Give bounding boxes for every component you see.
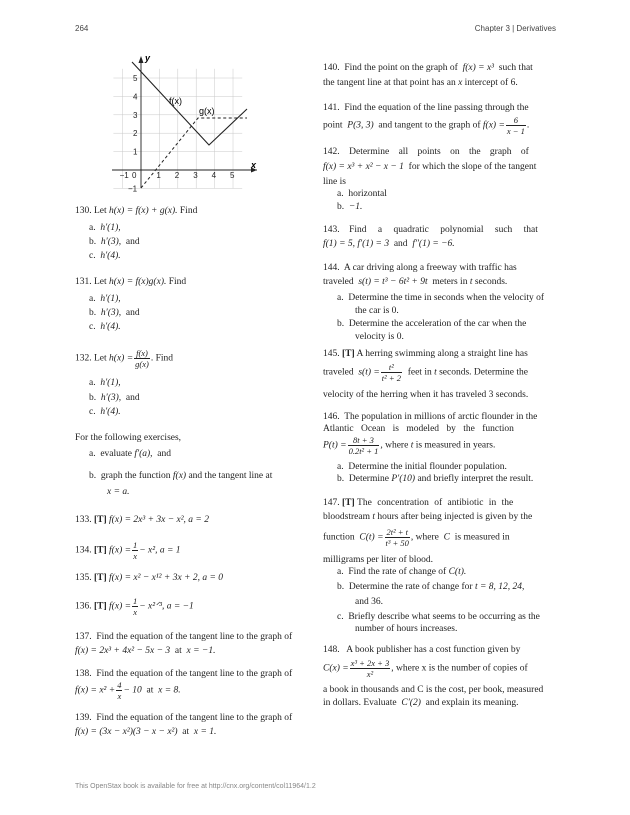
y-tick-label: 1 <box>133 147 138 157</box>
left-column: 130. Let h(x) = f(x) + g(x). Find a. h′(1), b. h′(3), and c. h′(4). 131. Let h(x) = f(x)g(x). Find a. h′(1), b. h′(3), and c. h′(4). 132. Let h(x) = $\frac{f(x)}{g(x)}$ . Find a. h′(1), b. h′(3), and c. h′(4). For the following exercises, a. evaluate f′(a), and b. graph the function f(x) and the tangent line at x = a. 133. [T] f(x) = 2x³ + 3x − x², a = 2 134. [T] f(x) = $\frac{1}{x}$ − x², a = 1 135. [T] f(x) = x² − x¹² + 3x + 2, a = 0 136. [T] f(x) = $\frac{1}{x}$ − x²ᐟ³, a = −1 137. Find the equation of the tangent line to the graph of f(x) = 2x³ + 4x² − 5x − 3 at x = −1. 138. Find the equation of the tangent line to the graph of f(x) = x² + $\frac{4}{x}$ − 10 at x = 8. 139. Find the equation of the tangent line to the graph of f(x) = (3x − x²)(3 − x − x²) at x = 1. <box>75 206 293 737</box>
y-axis-label: y <box>145 53 151 63</box>
y-tick-label: −1 <box>128 184 138 194</box>
page-number: 264 <box>75 24 89 33</box>
x-axis-label: x <box>251 160 257 170</box>
g-label: g(x) <box>199 106 215 116</box>
right-column: 140. Find the point on the graph of f(x) = x³ such that the tangent line at that point has an x intercept of 6. 141. Find the equation of the line passing through the point P(3, 3) and tangent to the graph of f(x) = $\frac{6}{x - 1}$ . 142. Determine all points on the graph of f(x) = x³ + x² − x − 1 for which the slope of the tangent line is a. horizontal b. −1. 143. Find a quadratic polynomial such that f(1) = 5, f′(1) = 3 and f″(1) = −6. 144. A car driving along a freeway with traffic has traveled s(t) = t³ − 6t² + 9t meters in t seconds. a. Determine the time in seconds when the velocity of the car is 0. b. Determine the acceleration of the car when the velocity is 0. 145. [T] A herring swimming along a straight line has traveled s(t) = $\frac{\text{t²}}{\text{t² + 2}}$ feet in t seconds. Determine the velocity of the herring when it has traveled 3 seconds. 146. The population in millions of arctic flounder in the Atlantic Ocean is modeled by the function P(t) = $\frac{8t + 3}{\text{0.2t² + 1}}$ , where t is measured in years. a. Determine the initial flounder population. b. Determine P′(10) and briefly interpret the result. 147. [T] The concentration of antibiotic in the bloodstream t hours after being injected is given by the function C(t) = $\frac{\text{2t² + t}}{\text{t³ + 50}}$ , where C is measured in milligrams per liter of blood. a. Find the rate of change of C(t). b. Determine the rate of change for t = 8, 12, 24, and 36. c. Briefly describe what seems to be occurring as the number of hours increases. 148. A book publisher has a cost function given by C(x) = $\frac{\text{x³ + 2x + 3}}{\text{x²}}$ , where x is the number of copies of a book in thousands and C is the cost, per book, measured in dollars. Evaluate C′(2) and explain its meaning. <box>323 63 545 708</box>
f-label: f(x) <box>169 96 182 106</box>
y-tick-label: 5 <box>133 74 138 83</box>
x-tick-label: 3 <box>193 171 198 180</box>
x-tick-label: 1 <box>156 171 161 180</box>
y-tick-label: 3 <box>133 110 138 120</box>
x-tick-label: 0 <box>132 171 137 180</box>
x-tick-label: 2 <box>174 171 180 180</box>
y-tick-label: 2 <box>133 129 138 139</box>
footer: This OpenStax book is available for free at http://cnx.org/content/col11964/1.2 <box>75 783 316 790</box>
x-tick-label: −1 <box>119 171 129 180</box>
x-tick-label: 5 <box>230 171 235 180</box>
y-tick-label: 4 <box>133 92 138 102</box>
chapter-title: Chapter 3 | Derivatives <box>474 24 556 33</box>
x-tick-label: 4 <box>211 171 217 180</box>
